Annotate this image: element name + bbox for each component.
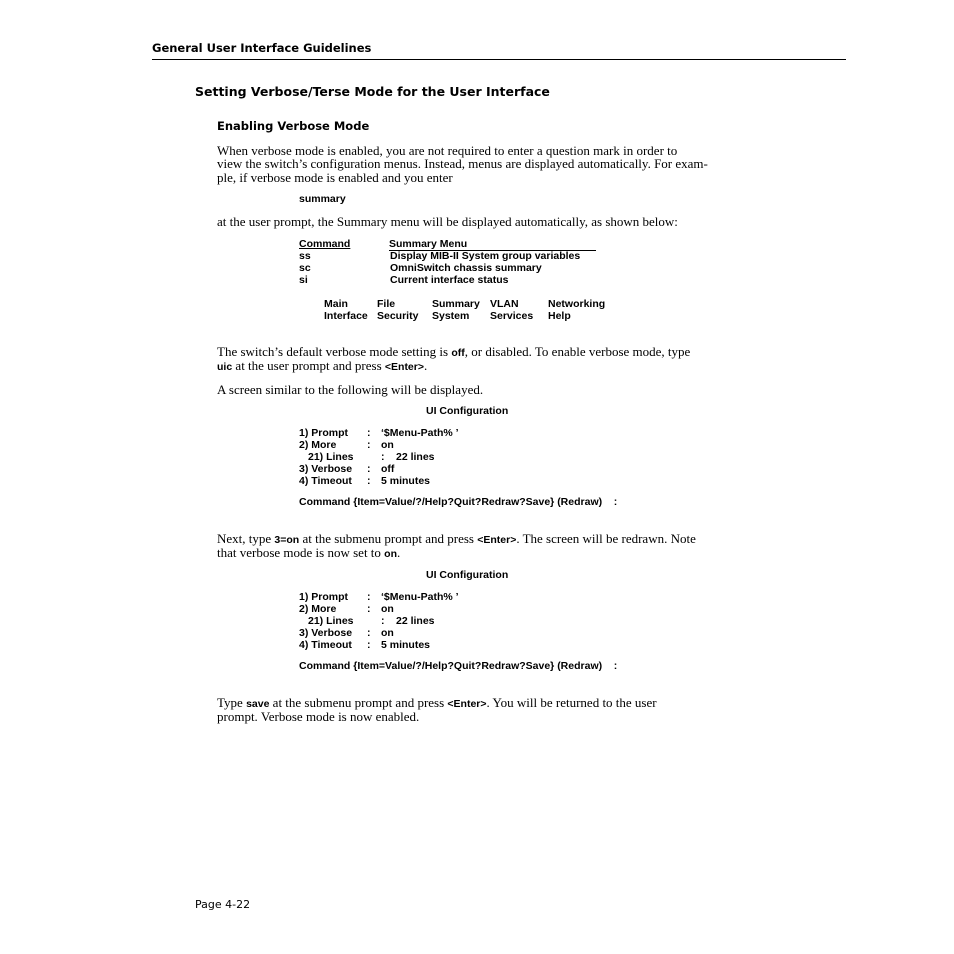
next-text-f: that verbose mode is now set to [217, 545, 385, 560]
config-value: on [381, 603, 394, 615]
default-text-e: at the user prompt and press [232, 358, 385, 373]
enter-key: <Enter> [477, 534, 517, 546]
summary-col-title: Summary Menu [389, 238, 468, 250]
ui-config-title: UI Configuration [426, 405, 509, 417]
header-rule [152, 59, 846, 60]
config-value: ‘$Menu-Path% ’ [381, 427, 459, 439]
nav-item-system: System [432, 310, 470, 322]
next-text-c: at the submenu prompt and press [299, 531, 478, 546]
config-sep: : [367, 427, 371, 439]
default-mode-line-2 [217, 359, 427, 374]
summary-row-desc: OmniSwitch chassis summary [390, 262, 542, 274]
config-sep: : [367, 475, 371, 487]
config-sep: : [367, 603, 371, 615]
enter-key: <Enter> [447, 698, 487, 710]
nav-item-help: Help [548, 310, 571, 322]
uic-command: uic [217, 361, 233, 373]
config-label: 1) Prompt [299, 591, 349, 603]
section-title: Setting Verbose/Terse Mode for the User Interface [195, 84, 550, 99]
nav-item-interface: Interface [324, 310, 368, 322]
save-line-2: prompt. Verbose mode is now enabled. [217, 709, 420, 724]
save-text-e: . You will be returned to the user [486, 695, 657, 710]
config-label: 3) Verbose [299, 627, 353, 639]
summary-row-cmd: si [299, 274, 308, 286]
save-text-c: at the submenu prompt and press [269, 695, 448, 710]
running-header: General User Interface Guidelines [152, 41, 372, 55]
config-value: 5 minutes [381, 475, 431, 487]
summary-row-cmd: ss [299, 250, 311, 262]
config-label: 3) Verbose [299, 463, 353, 475]
nav-item-networking: Networking [548, 298, 606, 310]
config-value: on [381, 439, 394, 451]
config-label: 4) Timeout [299, 639, 352, 651]
config-sep: : [381, 451, 385, 463]
intro-line-3: ple, if verbose mode is enabled and you enter [217, 170, 453, 185]
summary-row-cmd: sc [299, 262, 311, 274]
config-command-line: Command {Item=Value/?/Help?Quit?Redraw?Save} (Redraw) : [299, 496, 618, 508]
config-sep: : [381, 615, 385, 627]
summary-command: summary [299, 193, 346, 205]
summary-row-desc: Display MIB-II System group variables [390, 250, 581, 262]
summary-col-command: Command [299, 238, 351, 250]
save-command: save [246, 698, 270, 710]
summary-row-desc: Current interface status [390, 274, 509, 286]
save-text-a: Type [217, 695, 247, 710]
next-text-h: . [397, 545, 401, 560]
3-on-command: 3=on [274, 534, 300, 546]
config-value: 22 lines [396, 451, 435, 463]
nav-item-services: Services [490, 310, 534, 322]
config-command-line: Command {Item=Value/?/Help?Quit?Redraw?Save} (Redraw) : [299, 660, 618, 672]
off-keyword: off [451, 347, 465, 359]
nav-item-security: Security [377, 310, 419, 322]
config-label: 4) Timeout [299, 475, 352, 487]
config-value: ‘$Menu-Path% ’ [381, 591, 459, 603]
on-keyword: on [384, 548, 397, 560]
config-label: 2) More [299, 439, 337, 451]
next-text-a: Next, type [217, 531, 275, 546]
config-sep: : [367, 639, 371, 651]
next-line-2 [217, 546, 400, 561]
config-value: 22 lines [396, 615, 435, 627]
subsection-title: Enabling Verbose Mode [217, 119, 370, 133]
config-value: on [381, 627, 394, 639]
page-number: Page 4-22 [195, 898, 251, 911]
intro-line-2: view the switch’s configuration menus. Instead, menus are displayed automatically. For exam- [217, 156, 708, 171]
after-summary-text: at the user prompt, the Summary menu will be displayed automatically, as shown below: [217, 214, 678, 229]
screen-similar-text: A screen similar to the following will be displayed. [217, 382, 484, 397]
next-text-e: . The screen will be redrawn. Note [516, 531, 696, 546]
intro-line-1: When verbose mode is enabled, you are not required to enter a question mark in order to [217, 143, 678, 158]
config-sep: : [367, 463, 371, 475]
config-value: off [381, 463, 395, 475]
nav-item-summary: Summary [432, 298, 480, 310]
nav-item-file: File [377, 298, 396, 310]
config-sep: : [367, 627, 371, 639]
config-label: 1) Prompt [299, 427, 349, 439]
nav-item-vlan: VLAN [490, 298, 519, 310]
default-text-g: . [424, 358, 428, 373]
config-label: 21) Lines [308, 615, 354, 627]
default-text-a: The switch’s default verbose mode setting is [217, 344, 452, 359]
config-sep: : [367, 439, 371, 451]
ui-config-title: UI Configuration [426, 569, 509, 581]
config-value: 5 minutes [381, 639, 431, 651]
config-label: 2) More [299, 603, 337, 615]
config-label: 21) Lines [308, 451, 354, 463]
config-sep: : [367, 591, 371, 603]
enter-key: <Enter> [384, 361, 424, 373]
nav-item-main: Main [324, 298, 348, 310]
default-text-c: , or disabled. To enable verbose mode, type [464, 344, 691, 359]
